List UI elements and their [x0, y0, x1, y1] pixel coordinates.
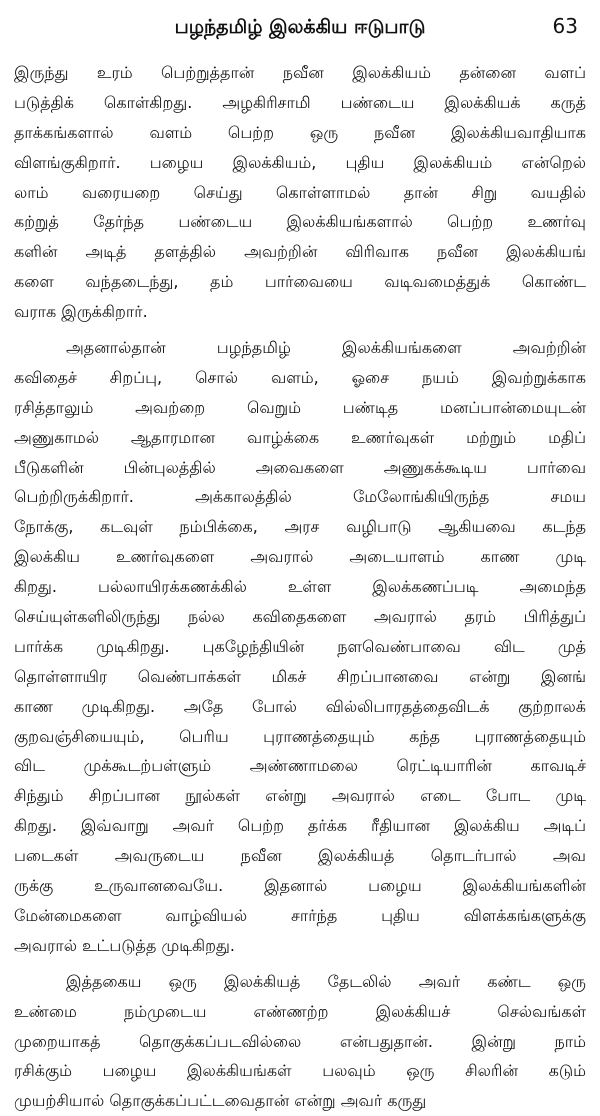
text-line: படுத்திக் கொள்கிறது. அழகிரிசாமி பண்டைய இலக்கியக் கருத்	[14, 92, 586, 112]
text-line: ருக்கு உருவானவையே. இதனால் பழைய இலக்கியங்களின்	[14, 876, 586, 896]
text-line: விளங்குகிறார். பழைய இலக்கியம், புதிய இலக்கியம் என்றெல்	[14, 152, 586, 172]
paragraph	[14, 967, 586, 1116]
text-line: மேன்மைகளை வாழ்வியல் சார்ந்த புதிய விளக்கங்களுக்கு	[14, 905, 586, 925]
text-line: அவரால் உட்படுத்த முடிகிறது.	[14, 935, 235, 955]
paragraph	[14, 333, 586, 961]
text-line: தொள்ளாயிர வெண்பாக்கள் மிகச் சிறப்பானவை என்று இனங்	[14, 666, 586, 686]
running-header	[14, 10, 586, 54]
text-line: சிந்தும் சிறப்பான நூல்கள் என்று அவரால் எடை போட முடி	[14, 786, 586, 806]
text-line: ரசித்தாலும் அவற்றை வெறும் பண்டித மனப்பான்மையுடன்	[14, 397, 586, 417]
text-line: லாம் வரையறை செய்து கொள்ளாமல் தான் சிறு வயதில்	[14, 182, 586, 202]
text-line: கிறது. இவ்வாறு அவர் பெற்ற தர்க்க ரீதியான இலக்கிய அடிப்	[14, 816, 586, 836]
text-line: ரசிக்கும் பழைய இலக்கியங்கள் பலவும் ஒரு சிலரின் கடும்	[14, 1061, 586, 1081]
page-number: 63	[552, 14, 578, 38]
text-line: இருந்து உரம் பெற்றுத்தான் நவீன இலக்கியம் தன்னை வளப்	[14, 63, 586, 82]
body-text	[14, 58, 586, 1116]
text-line: முயற்சியால் தொகுக்கப்பட்டவைதான் என்று அவர் கருது	[14, 1091, 427, 1111]
text-line: பீடுகளின் பின்புலத்தில் அவைகளை அணுகக்கூடிய பார்வை	[14, 457, 586, 477]
text-line: காண முடிகிறது. அதே போல் வில்லிபாரதத்தைவிடக் குற்றாலக்	[14, 696, 586, 716]
text-line: தாக்கங்களால் வளம் பெற்ற ஒரு நவீன இலக்கியவாதியாக	[14, 122, 586, 142]
text-line: களின் அடித் தளத்தில் அவற்றின் விரிவாக நவீன இலக்கியங்	[14, 242, 586, 262]
text-line: செய்யுள்களிலிருந்து நல்ல கவிதைகளை அவரால் தரம் பிரித்துப்	[14, 607, 586, 627]
text-line: உண்மை நம்முடைய எண்ணற்ற இலக்கியச் செல்வங்கள்	[14, 1001, 586, 1021]
text-line: படைகள் அவருடைய நவீன இலக்கியத் தொடர்பால் அவ	[14, 846, 586, 866]
text-line: வராக இருக்கிறார்.	[14, 302, 148, 322]
text-line: கவிதைச் சிறப்பு, சொல் வளம், ஓசை நயம் இவற்றுக்காக	[14, 367, 586, 387]
text-line: இலக்கிய உணர்வுகளை அவரால் அடையாளம் காண முடி	[14, 547, 586, 567]
text-line: கற்றுத் தேர்ந்த பண்டைய இலக்கியங்களால் பெற்ற உணர்வு	[14, 212, 586, 232]
text-line: இத்தகைய ஒரு இலக்கியத் தேடலில் அவர் கண்ட ஒரு	[66, 971, 586, 991]
text-line: அணுகாமல் ஆதாரமான வாழ்க்கை உணர்வுகள் மற்றும் மதிப்	[14, 427, 586, 447]
paragraph	[14, 58, 586, 327]
running-title: பழந்தமிழ் இலக்கிய ஈடுபாடு	[174, 16, 426, 38]
text-line: விட முக்கூடற்பள்ளும் அண்ணாமலை ரெட்டியாரின் காவடிச்	[14, 756, 586, 776]
text-line: அதனால்தான் பழந்தமிழ் இலக்கியங்களை அவற்றின்	[66, 338, 586, 358]
text-line: பெற்றிருக்கிறார். அக்காலத்தில் மேலோங்கியிருந்த சமய	[14, 487, 586, 507]
text-line: குறவஞ்சியையும், பெரிய புராணத்தையும் கந்த புராணத்தையும்	[14, 726, 586, 746]
text-line: களை வந்தடைந்து, தம் பார்வையை வடிவமைத்துக் கொண்ட	[14, 272, 586, 292]
text-line: நோக்கு, கடவுள் நம்பிக்கை, அரச வழிபாடு ஆகியவை கடந்த	[14, 517, 586, 537]
text-line: முறையாகத் தொகுக்கப்படவில்லை என்பதுதான். இன்று நாம்	[14, 1031, 586, 1051]
text-line: பார்க்க முடிகிறது. புகழேந்தியின் நளவெண்பாவை விட முத்	[14, 636, 586, 656]
text-line: கிறது. பல்லாயிரக்கணக்கில் உள்ள இலக்கணப்படி அமைந்த	[14, 577, 586, 597]
